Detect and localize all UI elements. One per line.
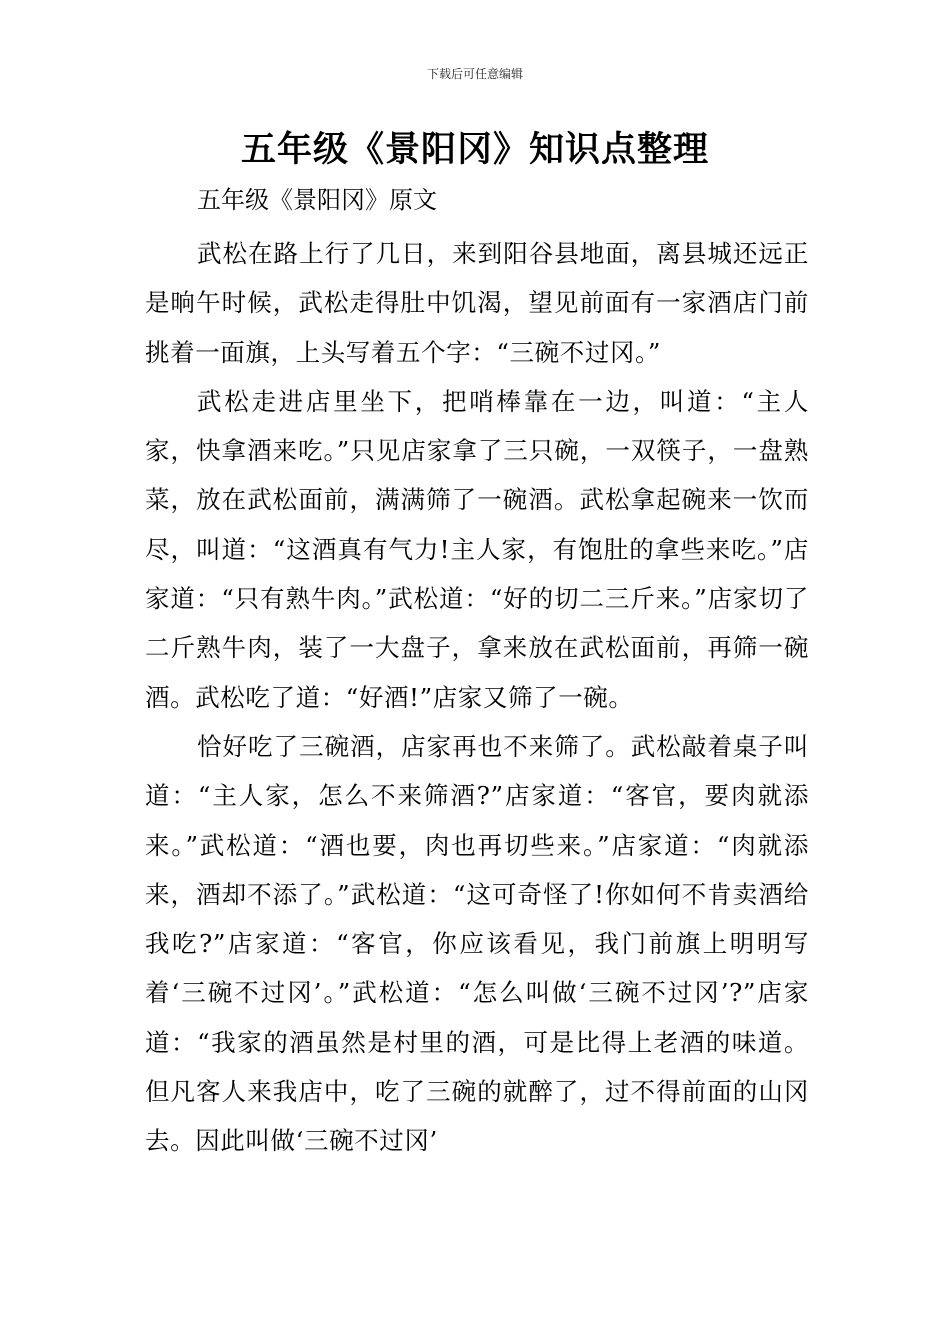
section-subtitle: 五年级《景阳冈》原文 — [197, 186, 437, 214]
paragraph: 武松在路上行了几日，来到阳谷县地面，离县城还远正是晌午时候，武松走得肚中饥渴，望见前面有一家酒店门前挑着一面旗，上头写着五个字：“三碗不过冈。” — [145, 239, 809, 367]
paragraph: 武松走进店里坐下，把哨棒靠在一边，叫道：“主人家，快拿酒来吃。”只见店家拿了三只碗，一双筷子，一盘熟菜，放在武松面前，满满筛了一碗酒。武松拿起碗来一饮而尽，叫道：“这酒真有气力!主人家，有饱肚的拿些来吃。”店家道：“只有熟牛肉。”武松道：“好的切二三斤来。”店家切了二斤熟牛肉，装了一大盘子，拿来放在武松面前，再筛一碗酒。武松吃了道：“好酒!”店家又筛了一碗。 — [145, 386, 809, 712]
paragraph: 恰好吃了三碗酒，店家再也不来筛了。武松敲着桌子叫道：“主人家，怎么不来筛酒?”店家道：“客官，要肉就添来。”武松道：“酒也要，肉也再切些来。”店家道：“肉就添来，酒却不添了。”武松道：“这可奇怪了!你如何不肯卖酒给我吃?”店家道：“客官，你应该看见，我门前旗上明明写着‘三碗不过冈’。”武松道：“怎么叫做‘三碗不过冈’?”店家道：“我家的酒虽然是村里的酒，可是比得上老酒的味道。但凡客人来我店中，吃了三碗的就醉了，过不得前面的山冈去。因此叫做‘三碗不过冈’ — [145, 731, 810, 1156]
body-text — [145, 229, 809, 1166]
header-note: 下载后可任意编辑 — [426, 67, 523, 81]
document-title: 五年级《景阳冈》知识点整理 — [240, 130, 709, 170]
